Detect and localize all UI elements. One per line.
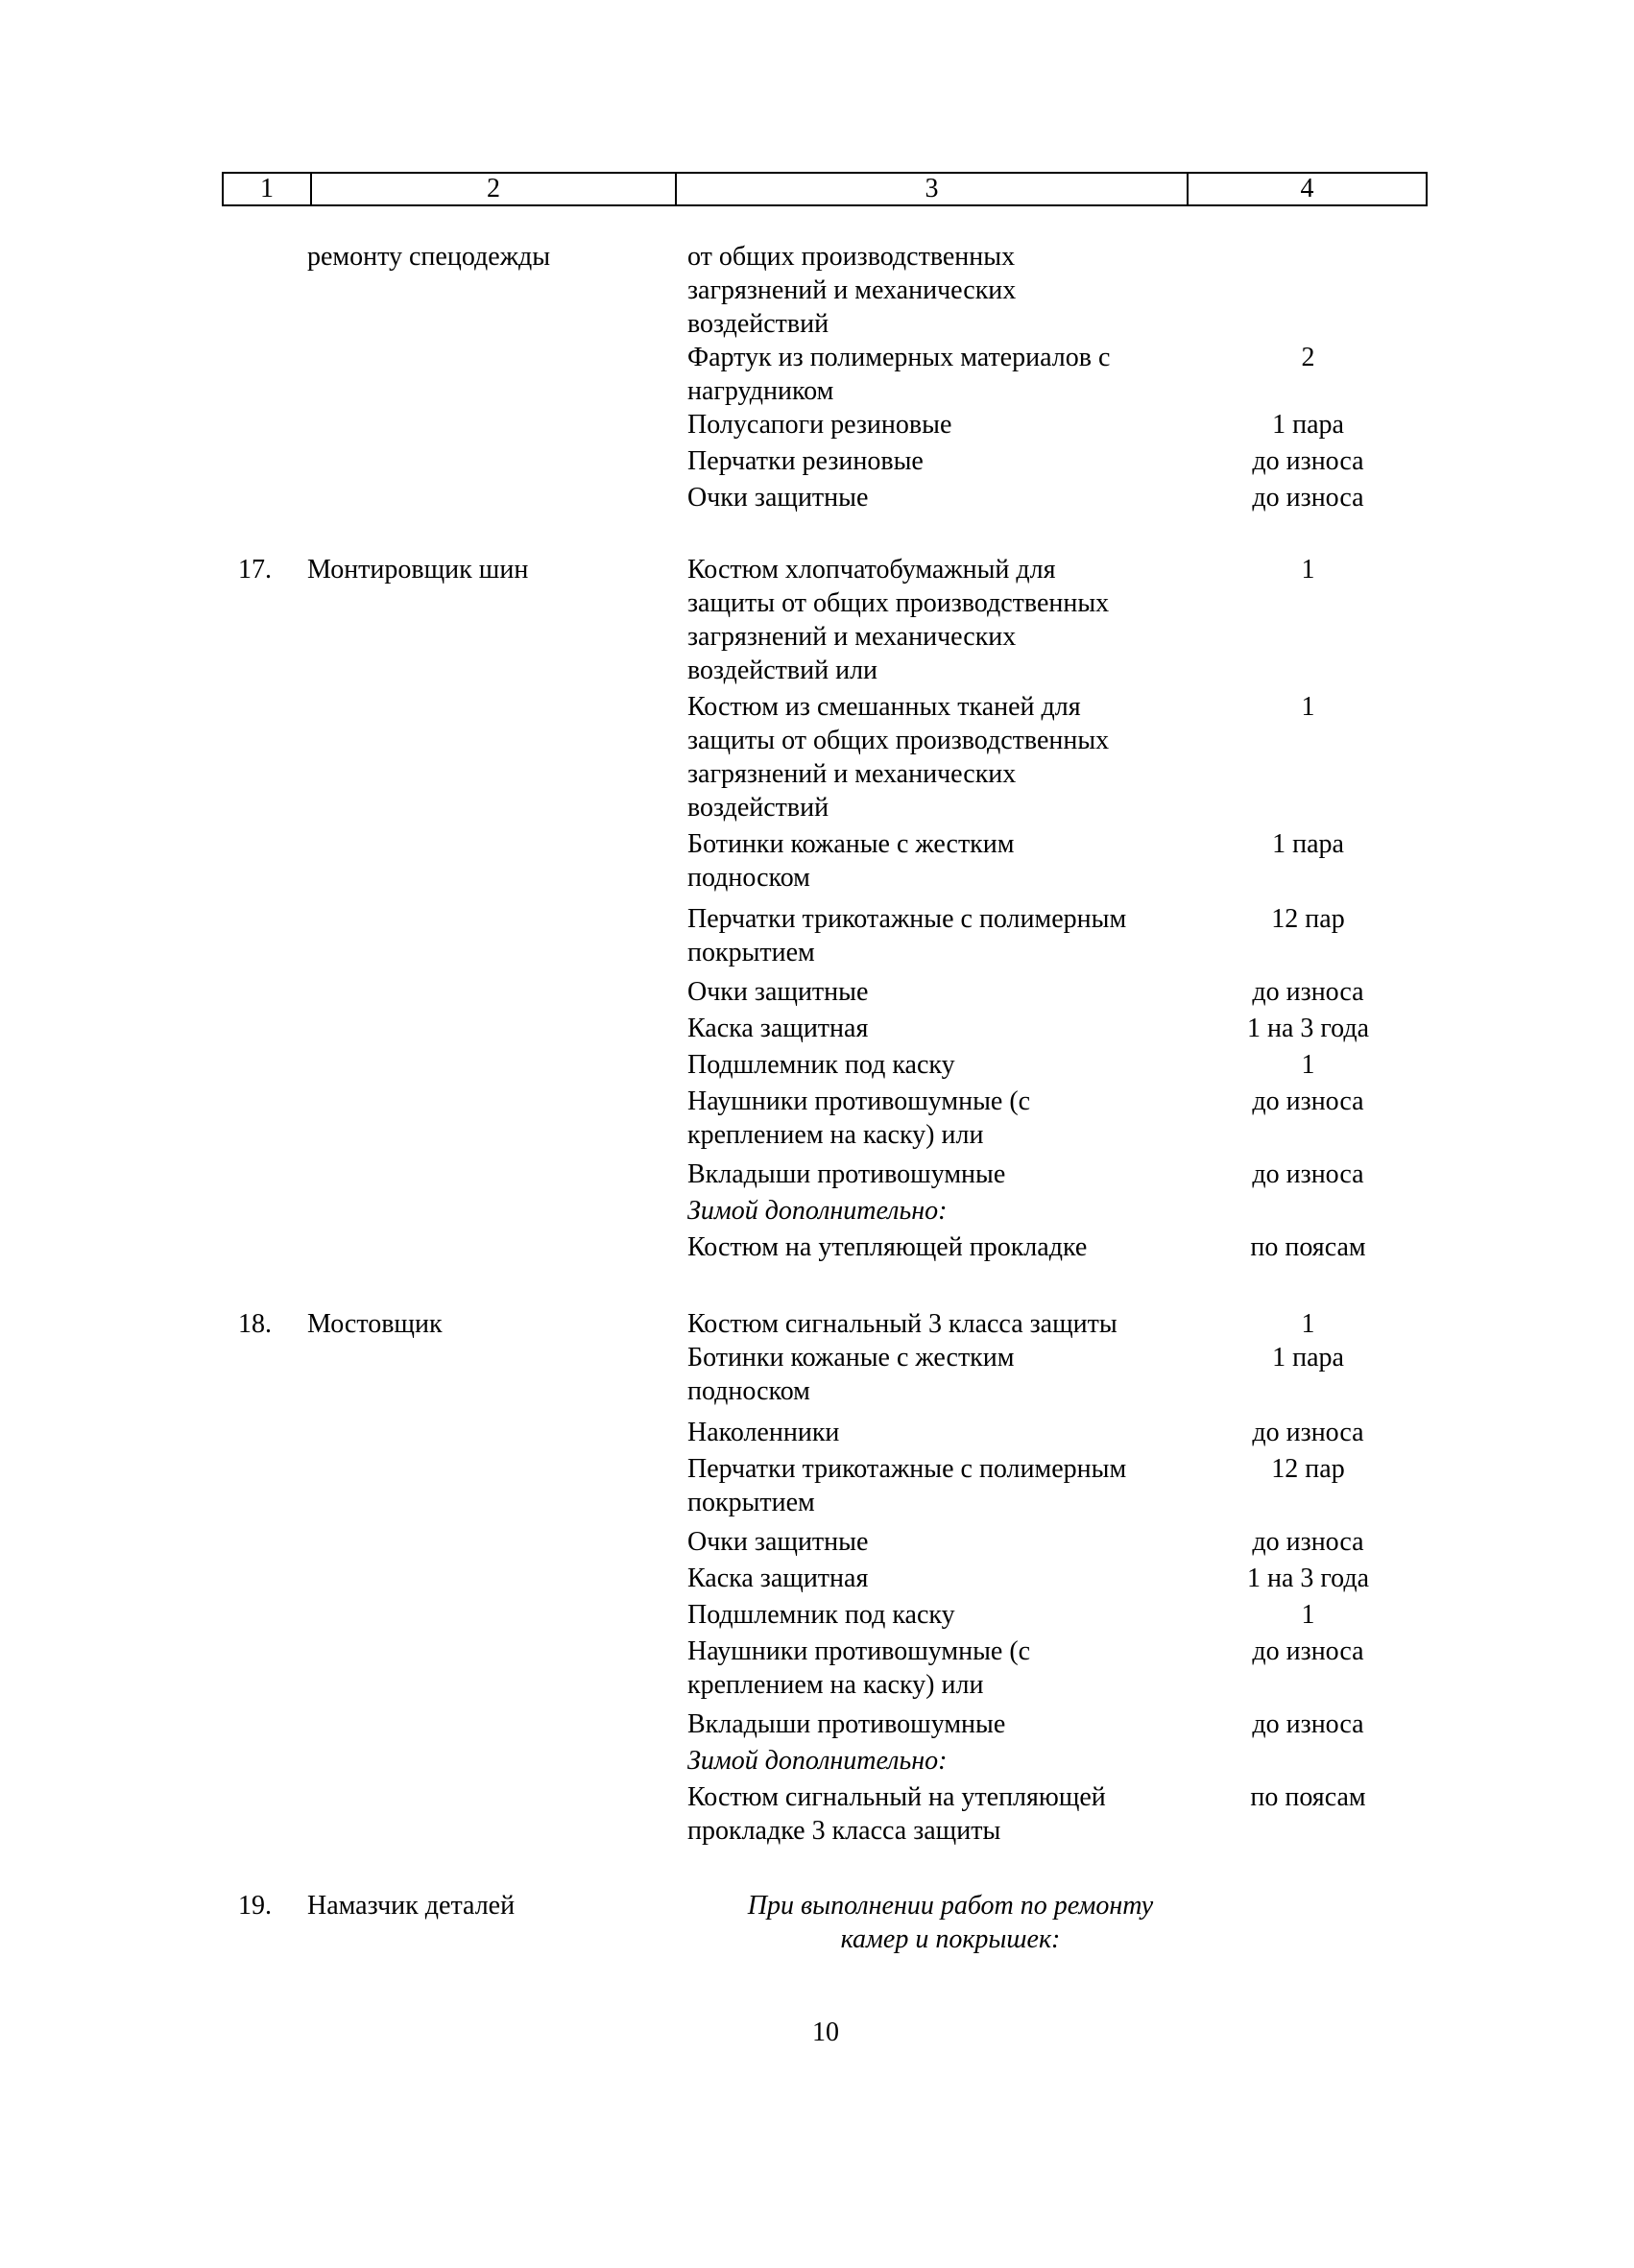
item-line: Наушники противошумные (с (687, 1086, 1031, 1116)
item-line: покрытием (687, 938, 815, 967)
item-line: Ботинки кожаные с жестким (687, 1343, 1015, 1373)
item-line: Костюм хлопчатобумажный для (687, 555, 1056, 585)
item-line: защиты от общих производственных (687, 588, 1110, 618)
row-title: ремонту спецодежды (307, 242, 551, 272)
item-line: загрязнений и механических (687, 759, 1017, 789)
item-quantity: до износа (1252, 1086, 1364, 1116)
item-quantity: 1 (1301, 1050, 1315, 1080)
work-condition-note: камер и покрышек: (840, 1924, 1061, 1954)
item-quantity: по поясам (1250, 1232, 1366, 1262)
row-number: 18. (238, 1309, 272, 1339)
winter-note: Зимой дополнительно: (687, 1196, 948, 1226)
item-line: загрязнений и механических (687, 622, 1017, 652)
item-line: Ботинки кожаные с жестким (687, 829, 1015, 859)
item-line: Каска защитная (687, 1014, 869, 1043)
item-line: Фартук из полимерных материалов с (687, 343, 1111, 372)
item-line: Подшлемник под каску (687, 1050, 955, 1080)
item-quantity: 1 пара (1272, 829, 1344, 859)
item-quantity: до износа (1252, 977, 1364, 1007)
item-line: Костюм сигнальный на утепляющей (687, 1782, 1106, 1812)
item-line: Наколенники (687, 1418, 840, 1447)
item-line: Очки защитные (687, 483, 869, 513)
item-line: подноском (687, 863, 810, 893)
item-line: Полусапоги резиновые (687, 410, 952, 440)
item-quantity: 1 (1301, 555, 1315, 585)
item-quantity: до износа (1252, 1709, 1364, 1739)
item-quantity: 1 пара (1272, 410, 1344, 440)
item-quantity: по поясам (1250, 1782, 1366, 1812)
item-line: Очки защитные (687, 977, 869, 1007)
item-quantity: до износа (1252, 446, 1364, 476)
item-line: Перчатки трикотажные с полимерным (687, 904, 1127, 934)
column-header-3: 3 (677, 174, 1189, 204)
item-line: Перчатки резиновые (687, 446, 924, 476)
item-quantity: 1 на 3 года (1246, 1564, 1370, 1593)
row-title: Намазчик деталей (307, 1891, 516, 1921)
item-line: Вкладыши противошумные (687, 1159, 1006, 1189)
item-quantity: 1 пара (1272, 1343, 1344, 1373)
item-line: от общих производственных (687, 242, 1016, 272)
item-quantity: 12 пар (1271, 1454, 1345, 1484)
item-quantity: 1 на 3 года (1246, 1014, 1370, 1043)
item-line: прокладке 3 класса защиты (687, 1816, 1001, 1846)
item-line: подноском (687, 1376, 810, 1406)
winter-note: Зимой дополнительно: (687, 1746, 948, 1776)
column-header-row (222, 172, 1428, 206)
work-condition-note: При выполнении работ по ремонту (747, 1891, 1154, 1921)
item-quantity: 1 (1301, 1309, 1315, 1339)
item-quantity: до износа (1252, 1527, 1364, 1557)
row-title: Мостовщик (307, 1309, 443, 1339)
item-quantity: 12 пар (1271, 904, 1345, 934)
item-line: нагрудником (687, 376, 834, 406)
item-line: Костюм из смешанных тканей для (687, 692, 1081, 722)
item-line: креплением на каску) или (687, 1120, 984, 1150)
row-number: 17. (238, 555, 272, 585)
item-line: креплением на каску) или (687, 1670, 984, 1700)
item-line: Перчатки трикотажные с полимерным (687, 1454, 1127, 1484)
item-line: защиты от общих производственных (687, 726, 1110, 755)
item-quantity: 1 (1301, 692, 1315, 722)
column-header-4: 4 (1300, 174, 1314, 203)
item-line: Очки защитные (687, 1527, 869, 1557)
item-line: Вкладыши противошумные (687, 1709, 1006, 1739)
item-line: Наушники противошумные (с (687, 1636, 1031, 1666)
item-line: загрязнений и механических (687, 275, 1017, 305)
item-quantity: 2 (1301, 343, 1315, 372)
column-header-1: 1 (224, 174, 312, 204)
item-quantity: до износа (1252, 483, 1364, 513)
row-number: 19. (238, 1891, 272, 1921)
item-line: Костюм на утепляющей прокладке (687, 1232, 1088, 1262)
row-title: Монтировщик шин (307, 555, 529, 585)
item-line: Каска защитная (687, 1564, 869, 1593)
item-quantity: до износа (1252, 1418, 1364, 1447)
item-line: воздействий (687, 793, 829, 823)
item-quantity: до износа (1252, 1636, 1364, 1666)
column-header-2: 2 (312, 174, 677, 204)
item-quantity: 1 (1301, 1600, 1315, 1630)
item-line: воздействий или (687, 656, 878, 685)
item-line: Подшлемник под каску (687, 1600, 955, 1630)
page-number: 10 (812, 2017, 839, 2047)
item-quantity: до износа (1252, 1159, 1364, 1189)
item-line: покрытием (687, 1488, 815, 1517)
item-line: Костюм сигнальный 3 класса защиты (687, 1309, 1117, 1339)
item-line: воздействий (687, 309, 829, 339)
